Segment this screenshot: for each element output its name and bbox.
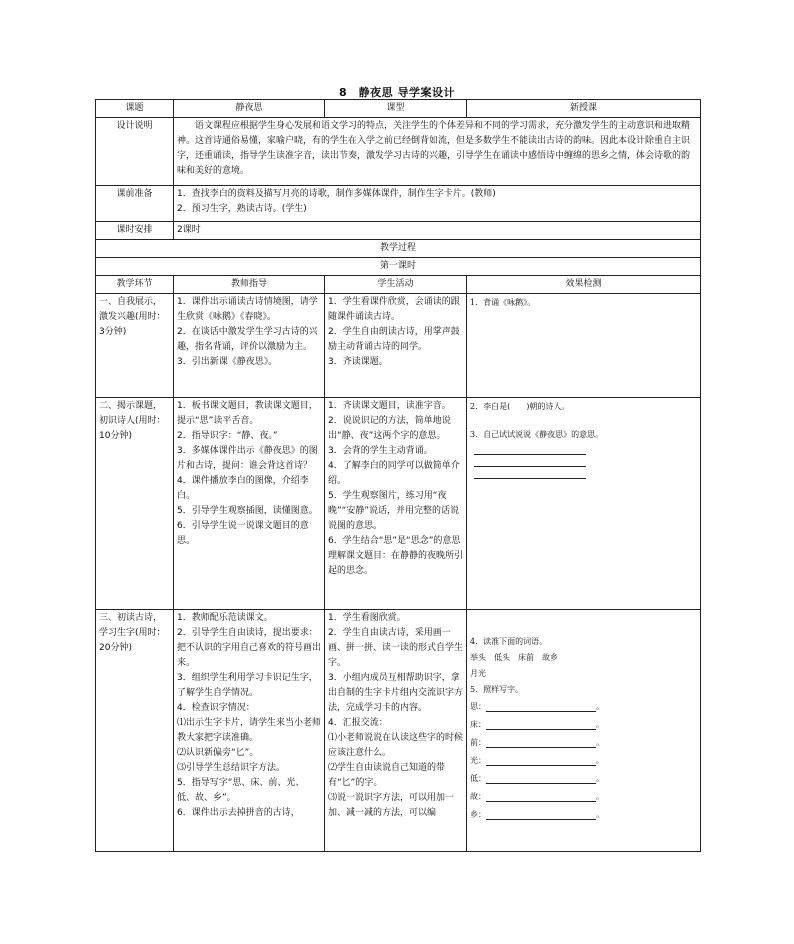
teacher-item: ⑵认识新偏旁“匕”。: [177, 748, 259, 758]
write-line: 光： 。: [470, 756, 604, 765]
process-title: 教学过程: [96, 240, 701, 258]
student-item: ⑴小老师说说在认读这些字的时候应该注意什么。: [328, 733, 464, 758]
teacher-item: 6．引导学生说一说课文题目的意思。: [177, 521, 309, 546]
col-student: 学生活动: [325, 276, 467, 294]
student-item: 1．学生看图欣赏。: [328, 613, 406, 623]
student-item: 4．汇报交流：: [328, 718, 388, 728]
effect-item: 1．背诵《咏鹅》。: [470, 298, 536, 307]
teacher-item: ⑶引导学生总结识字方法。: [177, 763, 286, 773]
student-item: 5．学生观察图片，练习用“夜晚”“安静”说话，并用完整的话说说图的意思。: [328, 491, 459, 531]
teacher-item: ⑴出示生字卡片，请学生来当小老师教大家把字读准确。: [177, 718, 322, 743]
column-header-row: [96, 276, 701, 294]
answer-line: [474, 467, 586, 479]
prep-row: [96, 186, 701, 222]
write-line: 故： 。: [470, 792, 604, 801]
effect-item: 5．照样写字。: [470, 685, 524, 694]
teacher-item: 3．组织学生利用学习卡识记生字，了解学生自学情况。: [177, 673, 318, 698]
stage-2-student: [325, 398, 467, 610]
stage-1-label: 一、自我展示，激发兴趣(用时：3分钟): [96, 294, 174, 398]
effect-item: 2．李白是( )朝的诗人。: [470, 402, 570, 411]
write-line: 思： 。: [470, 702, 604, 711]
stage-row-2: [96, 398, 701, 610]
prep-line-2: 2．预习生字，熟读古诗。(学生): [177, 204, 307, 214]
student-item: ⑶说一说识字方法，可以用加一加、减一减的方法，可以编: [328, 793, 455, 818]
student-item: 1．学生看课件欣赏，会诵读的跟随课件诵读古诗。: [328, 297, 460, 322]
design-text: 语文课程应根据学生身心发展和语文学习的特点，关注学生的个体差异和不同的学习需求，充分激发学生的主动意识和进取精神。这首诗通俗易懂，家喻户晓，有的学生在入学之前已经倒背如流，但是多数学生不能读出古诗的韵味。因此本设计除重自主识字，还重诵读，指导学生读准字音，读出节奏，激发学习古诗的兴趣，引导学生在诵读中感悟诗中缠绵的思乡之情，体会诗歌的韵味和美好的意境。: [174, 118, 701, 186]
header-row: [96, 100, 701, 118]
teacher-item: 2．在谈话中激发学生学习古诗的兴趣，指名背诵，评价以激励为主。: [177, 327, 318, 352]
answer-line: [474, 443, 586, 455]
student-item: 1．齐读课文题目，读准字音。: [328, 401, 451, 411]
stage-row-1: [96, 294, 701, 398]
schedule-label: 课时安排: [96, 222, 174, 240]
student-item: 3．齐读课题。: [328, 357, 388, 367]
teacher-item: 3．多媒体课件出示《静夜思》的图片和古诗，提问：谁会背这首诗？: [177, 446, 318, 471]
write-line: 乡： 。: [470, 810, 604, 819]
stage-1-effect: [467, 294, 701, 398]
answer-line: [474, 455, 586, 467]
effect-words: 举头 低头 床前 故乡: [470, 653, 558, 662]
teacher-item: 5．引导学生观察插图，读懂图意。: [177, 506, 318, 516]
lesson-title: 第一课时: [96, 258, 701, 276]
teacher-item: 6．课件出示去掉拼音的古诗，: [177, 808, 300, 818]
type-label: 课型: [325, 100, 467, 118]
teacher-item: 4．检查识字情况：: [177, 703, 255, 713]
stage-2-teacher: [174, 398, 325, 610]
teacher-item: 2．引导学生自由读诗，提出要求：把不认识的字用自己喜欢的符号画出来。: [177, 628, 322, 668]
prep-line-1: 1．查找李白的资料及描写月亮的诗歌，制作多媒体课件，制作生字卡片。(教师): [177, 189, 496, 199]
col-stage: 教学环节: [96, 276, 174, 294]
schedule-value: 2课时: [174, 222, 701, 240]
stage-3-student: [325, 610, 467, 852]
col-effect: 效果检测: [467, 276, 701, 294]
prep-label: 课前准备: [96, 186, 174, 222]
write-line: 床： 。: [470, 720, 604, 729]
stage-2-label: 二、揭示课题，初识诗人(用时：10分钟): [96, 398, 174, 610]
stage-3-label: 三、初读古诗，学习生字(用时：20分钟): [96, 610, 174, 852]
col-teacher: 教师指导: [174, 276, 325, 294]
stage-3-teacher: [174, 610, 325, 852]
stage-row-3: [96, 610, 701, 852]
design-label: 设计说明: [96, 118, 174, 186]
lesson-title-row: [96, 258, 701, 276]
effect-item: 4．读准下面的词语。: [470, 637, 548, 646]
teacher-item: 1．教师配乐范读课文。: [177, 613, 273, 623]
teacher-item: 4．课件播放李白的图像，介绍李白。: [177, 476, 309, 501]
write-line: 前： 。: [470, 738, 604, 747]
teacher-item: 2．指导识字：“静、夜。”: [177, 431, 278, 441]
teacher-item: 5．指导写字“思、床、前、光、低、故、乡”。: [177, 778, 305, 803]
stage-1-teacher: [174, 294, 325, 398]
effect-item: 3．自己试试说说《静夜思》的意思。: [470, 430, 604, 439]
schedule-row: [96, 222, 701, 240]
type-value: 新授课: [467, 100, 701, 118]
write-line: 低： 。: [470, 774, 604, 783]
stage-1-student: [325, 294, 467, 398]
student-item: 6．学生结合“思”是“思念”的意思理解课文题目：在静静的夜晚所引起的思念。: [328, 536, 464, 576]
student-item: 4．了解李白的同学可以做简单介绍。: [328, 461, 460, 486]
design-row: [96, 118, 701, 186]
topic-value: 静夜思: [174, 100, 325, 118]
spacer: [470, 415, 697, 427]
stage-3-effect: [467, 610, 701, 852]
process-title-row: [96, 240, 701, 258]
stage-2-effect: [467, 398, 701, 610]
topic-label: 课题: [96, 100, 174, 118]
student-item: 3．小组内成员互相帮助识字，拿出自制的生字卡片组内交流识字方法，完成学习卡的内容。: [328, 673, 464, 713]
effect-words: 月光: [470, 669, 486, 678]
student-item: ⑵学生自由读说自己知道的带有“匕”的字。: [328, 763, 446, 788]
student-item: 2．学生自由朗读古诗，用掌声鼓励主动背诵古诗的同学。: [328, 327, 460, 352]
lesson-plan-table: [95, 99, 701, 852]
prep-content: [174, 186, 701, 222]
teacher-item: 3．引出新课《静夜思》。: [177, 357, 278, 367]
teacher-item: 1．课件出示诵读古诗情境图，请学生欣赏《咏鹅》《春晓》。: [177, 297, 318, 322]
student-item: 2．学生自由读古诗，采用画一画、拼一拼、读一读的形式自学生字。: [328, 628, 464, 668]
document-title: 8 静夜思 导学案设计: [339, 86, 455, 99]
student-item: 2．说说识记的方法，简单地说出“静、夜”这两个字的意思。: [328, 416, 451, 441]
teacher-item: 1．板书课文题目，教读课文题目，提示“思”读平舌音。: [177, 401, 318, 426]
student-item: 3．会背的学生主动背诵。: [328, 446, 433, 456]
